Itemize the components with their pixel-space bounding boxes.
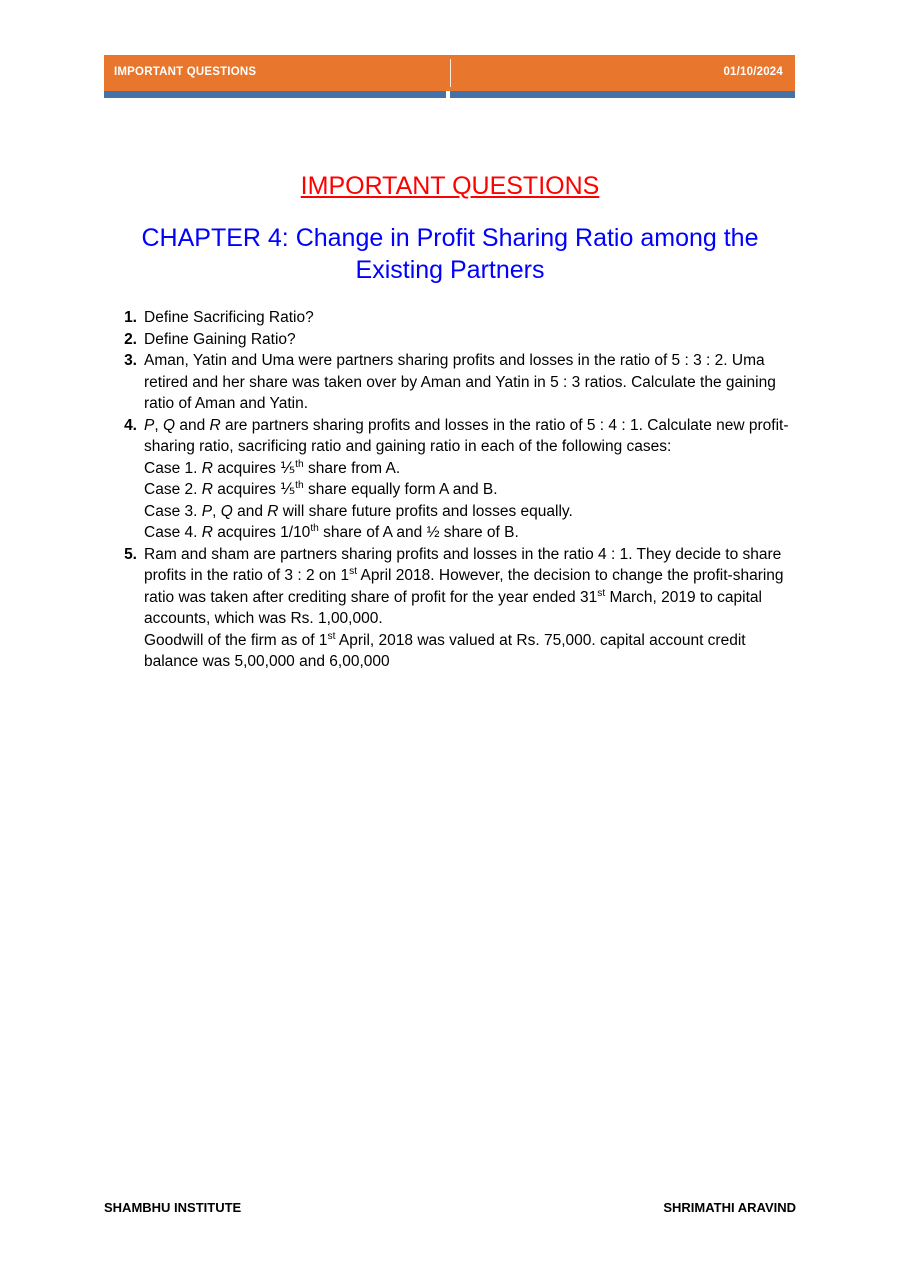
list-item-number: 1. — [124, 309, 137, 326]
list-item — [104, 329, 796, 351]
question-list — [104, 307, 796, 673]
list-item-number: 3. — [124, 352, 137, 369]
list-item-body — [144, 329, 796, 351]
list-item — [104, 350, 796, 415]
header-title: IMPORTANT QUESTIONS — [114, 66, 257, 78]
list-item-line: Aman, Yatin and Uma were partners sharing profits and losses in the ratio of 5 : 3 : 2. Uma retired and her share was taken over by Aman and Yatin in 5 : 3 ratios. Calculate the gaining ratio of Aman and Yatin. — [144, 352, 776, 412]
list-item-case-2: Case 2. R acquires ⅕$^{th}$ share equally form A and B. — [144, 479, 498, 498]
header-rule-gap — [446, 91, 450, 98]
page-title: IMPORTANT QUESTIONS — [300, 172, 600, 200]
list-item-body — [144, 544, 796, 673]
list-item-line: Define Sacrificing Ratio? — [144, 309, 314, 326]
list-item-case-1: Case 1. R acquires ⅕$^{th}$ share from A. — [144, 458, 401, 477]
list-item-line: Define Gaining Ratio? — [144, 330, 296, 348]
footer-author: SHRIMATHI ARAVIND — [663, 1200, 796, 1215]
header-divider — [450, 59, 451, 87]
list-item-case-3: Case 3. P, Q and R will share future profits and losses equally. — [144, 502, 573, 520]
list-item-case-4: Case 4. R acquires 1/10th share of A and ½ share of B. — [144, 522, 519, 541]
chapter-title: CHAPTER 4: Change in Profit Sharing Ratio among the Existing Partners — [141, 224, 759, 284]
list-item-body — [144, 350, 796, 415]
list-item-line: P, Q and R are partners sharing profits and losses in the ratio of 5 : 4 : 1. Calculate new profit-sharing ratio, sacrificing ratio and gaining ratio in each of the following cases: — [144, 416, 789, 455]
list-item — [104, 544, 796, 673]
footer-institute: SHAMBHU INSTITUTE — [104, 1200, 242, 1215]
list-item-number: 2. — [124, 330, 137, 348]
list-item-number: 5. — [124, 545, 137, 563]
list-item-line-2: Goodwill of the firm as of 1st April, 2018 was valued at Rs. 75,000. capital account credit balance was 5,00,000 and 6,00,000 — [144, 630, 746, 670]
list-item-body — [144, 307, 796, 329]
list-item-line: Ram and sham are partners sharing profits and losses in the ratio 4 : 1. They decide to share profits in the ratio of 3 : 2 on 1st April 2018. However, the decision to change the profit-sharing ratio was taken after crediting share of profit for the year ended 31st March, 2019 to capital accounts, which was Rs. 1,00,000. — [144, 545, 784, 627]
list-item — [104, 415, 796, 544]
list-item — [104, 307, 796, 329]
header-band — [104, 55, 795, 91]
list-item-number: 4. — [124, 416, 137, 434]
header-date: 01/10/2024 — [723, 66, 783, 78]
list-item-body — [144, 415, 796, 544]
